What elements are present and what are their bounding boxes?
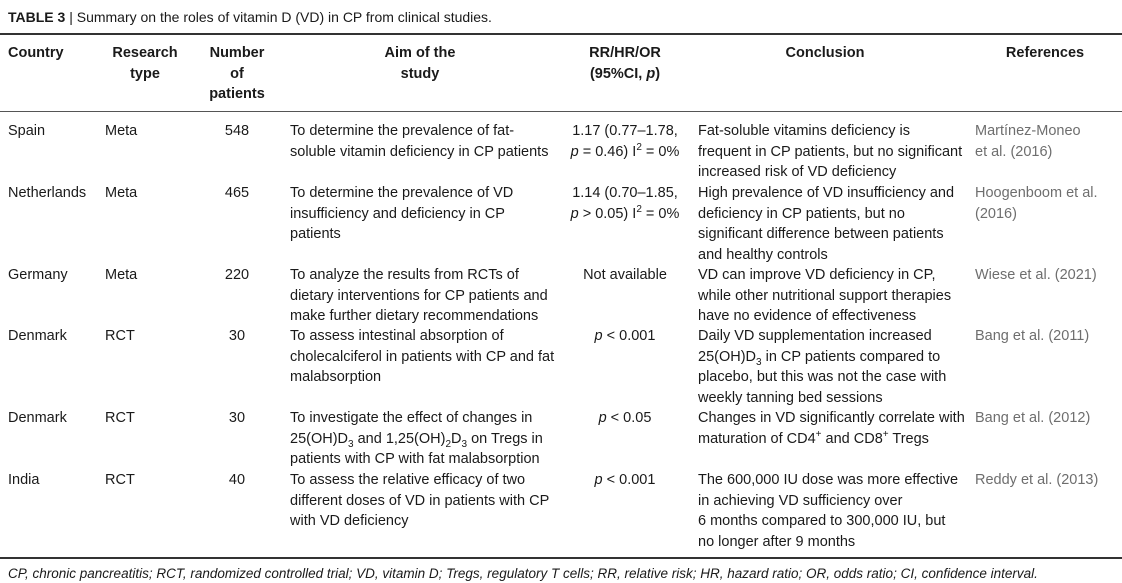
- header-country: Country: [8, 45, 64, 61]
- cell-country: Netherlands: [8, 185, 87, 201]
- cell-rr: 1.17 (0.77–1.78, p = 0.46) $I^2 = 0\%$: [570, 123, 680, 160]
- cell-type: RCT: [105, 410, 135, 426]
- header-research-type: Research type: [112, 45, 178, 82]
- cell-rr: p < 0.05: [598, 410, 652, 426]
- table-footnote: CP, chronic pancreatitis; RCT, randomized controlled trial; VD, vitamin D; Tregs, regulatory T cells; RR, relative risk; HR, hazard ratio; OR, odds ratio; CI, confidence interval.: [8, 566, 1038, 581]
- cell-conclusion: Changes in VD significantly correlate with maturation of CD4+ and CD8+ Tregs: [698, 410, 965, 447]
- cell-number: 220: [224, 267, 250, 283]
- header-references: References: [1005, 45, 1085, 61]
- header-conclusion: Conclusion: [785, 45, 865, 61]
- cell-conclusion: VD can improve VD deficiency in CP, while other nutritional support therapies have no evidence of effectiveness: [698, 267, 952, 324]
- cell-number: 548: [224, 123, 250, 139]
- table-label: TABLE 3: [8, 9, 66, 25]
- table-title: Summary on the roles of vitamin D (VD) in CP from clinical studies.: [76, 9, 492, 25]
- cell-country: Germany: [8, 267, 68, 283]
- cell-country: Denmark: [8, 410, 67, 426]
- cell-type: Meta: [105, 123, 138, 139]
- header-aim: Aim of the study: [384, 45, 456, 82]
- header-rule: [0, 111, 1122, 112]
- cell-rr: 1.14 (0.70–1.85, p > 0.05) $I^2 = 0\%$: [570, 185, 680, 222]
- top-rule: [0, 33, 1122, 35]
- cell-conclusion: High prevalence of VD insufficiency and deficiency in CP patients, but no significant difference between patients and healthy controls: [698, 185, 955, 263]
- cell-reference: Reddy et al. (2013): [975, 472, 1099, 488]
- bottom-rule: [0, 557, 1122, 559]
- cell-type: RCT: [105, 472, 135, 488]
- cell-reference: Bang et al. (2012): [975, 410, 1091, 426]
- caption-separator: |: [69, 9, 73, 25]
- cell-country: India: [8, 472, 40, 488]
- cell-number: 465: [224, 185, 250, 201]
- cell-rr: p < 0.001: [594, 472, 656, 488]
- cell-country: Spain: [8, 123, 46, 139]
- cell-reference: Wiese et al. (2021): [975, 267, 1097, 283]
- cell-aim: To determine the prevalence of fat- soluble vitamin deficiency in CP patients: [290, 123, 549, 160]
- cell-rr: Not available: [583, 267, 667, 283]
- cell-conclusion: Daily VD supplementation increased $25(OH)D_3$ in CP patients compared to placebo, but this was not the case with weekly tanning bed sessions: [698, 328, 947, 406]
- header-number-of-patients: Number of patients: [209, 45, 265, 102]
- cell-aim: To analyze the results from RCTs of dietary interventions for CP patients and make further dietary recommendations: [290, 267, 548, 324]
- header-rr-hr-or: RR/HR/OR (95%CI, p): [589, 45, 661, 82]
- cell-reference: Bang et al. (2011): [975, 328, 1090, 344]
- cell-conclusion: Fat-soluble vitamins deficiency is frequent in CP patients, but no significant increased risk of VD deficiency: [698, 123, 963, 180]
- cell-rr: p < 0.001: [594, 328, 656, 344]
- cell-country: Denmark: [8, 328, 67, 344]
- cell-number: 30: [228, 328, 246, 344]
- cell-aim: To assess the relative efficacy of two different doses of VD in patients with CP with VD deficiency: [290, 472, 550, 529]
- cell-type: Meta: [105, 267, 138, 283]
- cell-reference: Martínez-Moneo et al. (2016): [975, 123, 1081, 160]
- cell-aim: To determine the prevalence of VD insufficiency and deficiency in CP patients: [290, 185, 514, 242]
- cell-type: Meta: [105, 185, 138, 201]
- cell-aim: To assess intestinal absorption of cholecalciferol in patients with CP and fat malabsorption: [290, 328, 555, 385]
- cell-aim: To investigate the effect of changes in $25(OH)D_3$ and $1,25(OH)_2D_3$ on Tregs in patients with CP with fat malabsorption: [290, 410, 543, 467]
- cell-type: RCT: [105, 328, 135, 344]
- table-caption: [8, 9, 492, 25]
- cell-number: 40: [228, 472, 246, 488]
- cell-number: 30: [228, 410, 246, 426]
- cell-conclusion: The 600,000 IU dose was more effective in achieving VD sufficiency over 6 months compared to 300,000 IU, but no longer after 9 months: [698, 472, 959, 550]
- cell-reference: Hoogenboom et al. (2016): [975, 185, 1098, 222]
